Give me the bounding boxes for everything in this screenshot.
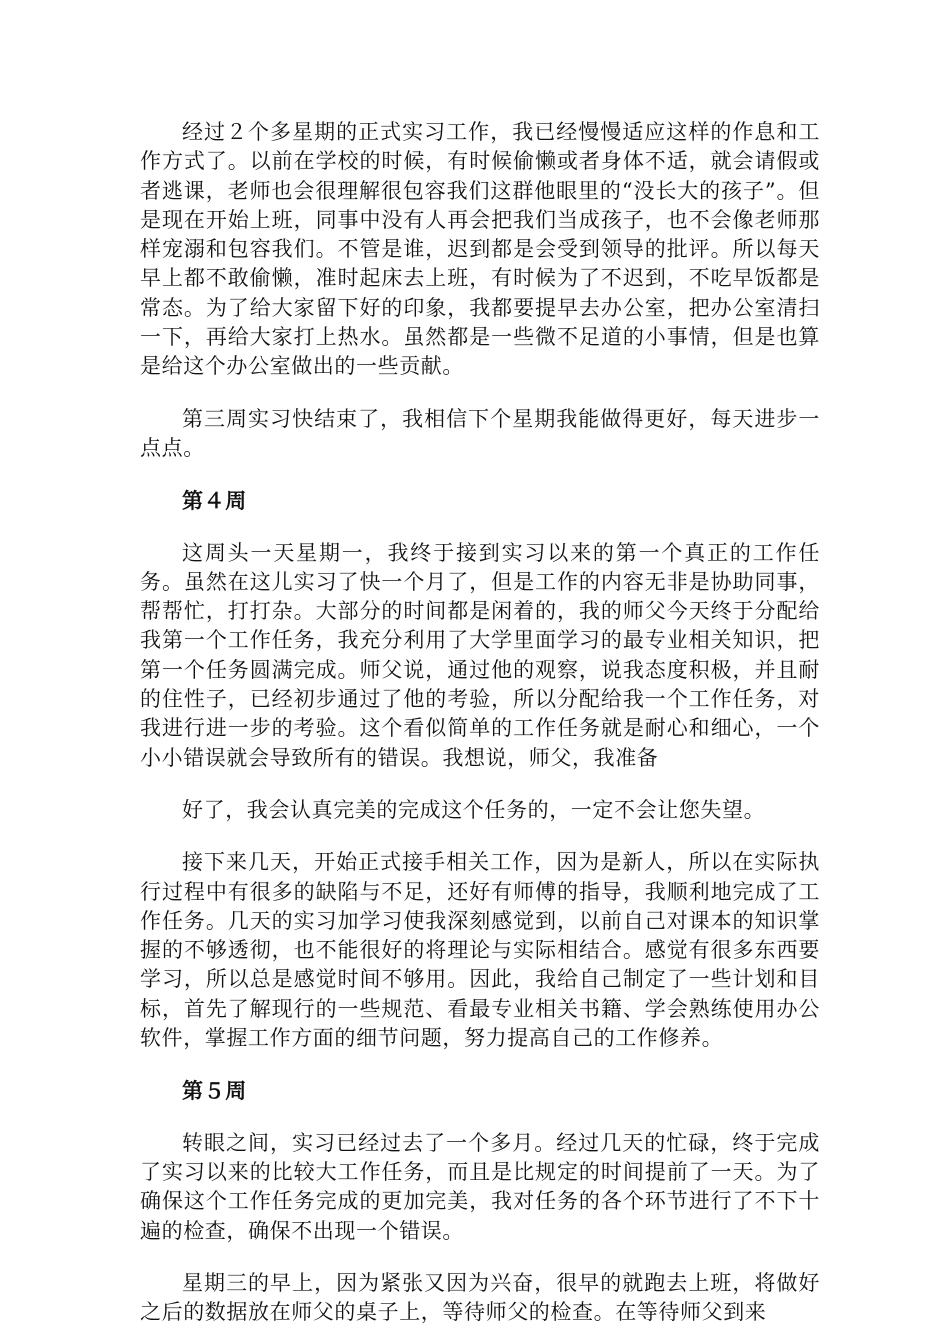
paragraph-ready: 好了，我会认真完美的完成这个任务的，一定不会让您失望。	[182, 797, 766, 822]
paragraph-wednesday: 星期三的早上，因为紧张又因为兴奋，很早的就跑去上班，将做好之后的数据放在师父的桌子上，等待师父的检查。在等待师父到来	[140, 1270, 820, 1325]
heading-week-5: 第５周	[182, 1078, 247, 1104]
paragraph-big-task: 转眼之间，实习已经过去了一个多月。经过几天的忙碌，终于完成了实习以来的比较大工作任务，而且是比规定的时间提前了一天。为了确保这个工作任务完成的更加完美，我对任务的各个环节进行了不下十遍的检查，确保不出现一个错误。	[140, 1130, 820, 1243]
paragraph-week3-end: 第三周实习快结束了，我相信下个星期我能做得更好，每天进步一点点。	[140, 406, 820, 460]
paragraph-adaptation: 经过２个多星期的正式实习工作，我已经慢慢适应这样的作息和工作方式了。以前在学校的时候，有时候偷懒或者身体不适，就会请假或者逃课，老师也会很理解很包容我们这群他眼里的“没长大的孩子”。但是现在开始上班，同事中没有人再会把我们当成孩子，也不会像老师那样宠溺和包容我们。不管是谁，迟到都是会受到领导的批评。所以每天早上都不敢偷懒，准时起床去上班，有时候为了不迟到，不吃早饭都是常态。为了给大家留下好的印象，我都要提早去办公室，把办公室清扫一下，再给大家打上热水。虽然都是一些微不足道的小事情，但是也算是给这个办公室做出的一些贡献。	[140, 120, 820, 379]
heading-week-4: 第４周	[182, 488, 247, 514]
paragraph-following-days: 接下来几天，开始正式接手相关工作，因为是新人，所以在实际执行过程中有很多的缺陷与不足，还好有师傅的指导，我顺利地完成了工作任务。几天的实习加学习使我深刻感觉到，以前自己对课本的知识掌握的不够透彻，也不能很好的将理论与实际相结合。感觉有很多东西要学习，所以总是感觉时间不够用。因此，我给自己制定了一些计划和目标，首先了解现行的一些规范、看最专业相关书籍、学会熟练使用办公软件，掌握工作方面的细节问题，努力提高自己的工作修养。	[140, 850, 820, 1051]
document-page	[140, 118, 820, 1327]
paragraph-first-task: 这周头一天星期一，我终于接到实习以来的第一个真正的工作任务。虽然在这儿实习了快一个月了，但是工作的内容无非是协助同事，帮帮忙，打打杂。大部分的时间都是闲着的，我的师父今天终于分配给我第一个工作任务，我充分利用了大学里面学习的最专业相关知识，把第一个任务圆满完成。师父说，通过他的观察，说我态度积极，并且耐的住性子，已经初步通过了他的考验，所以分配给我一个工作任务，对我进行进一步的考验。这个看似简单的工作任务就是耐心和细心，一个小小错误就会导致所有的错误。我想说，师父，我准备	[140, 540, 820, 770]
